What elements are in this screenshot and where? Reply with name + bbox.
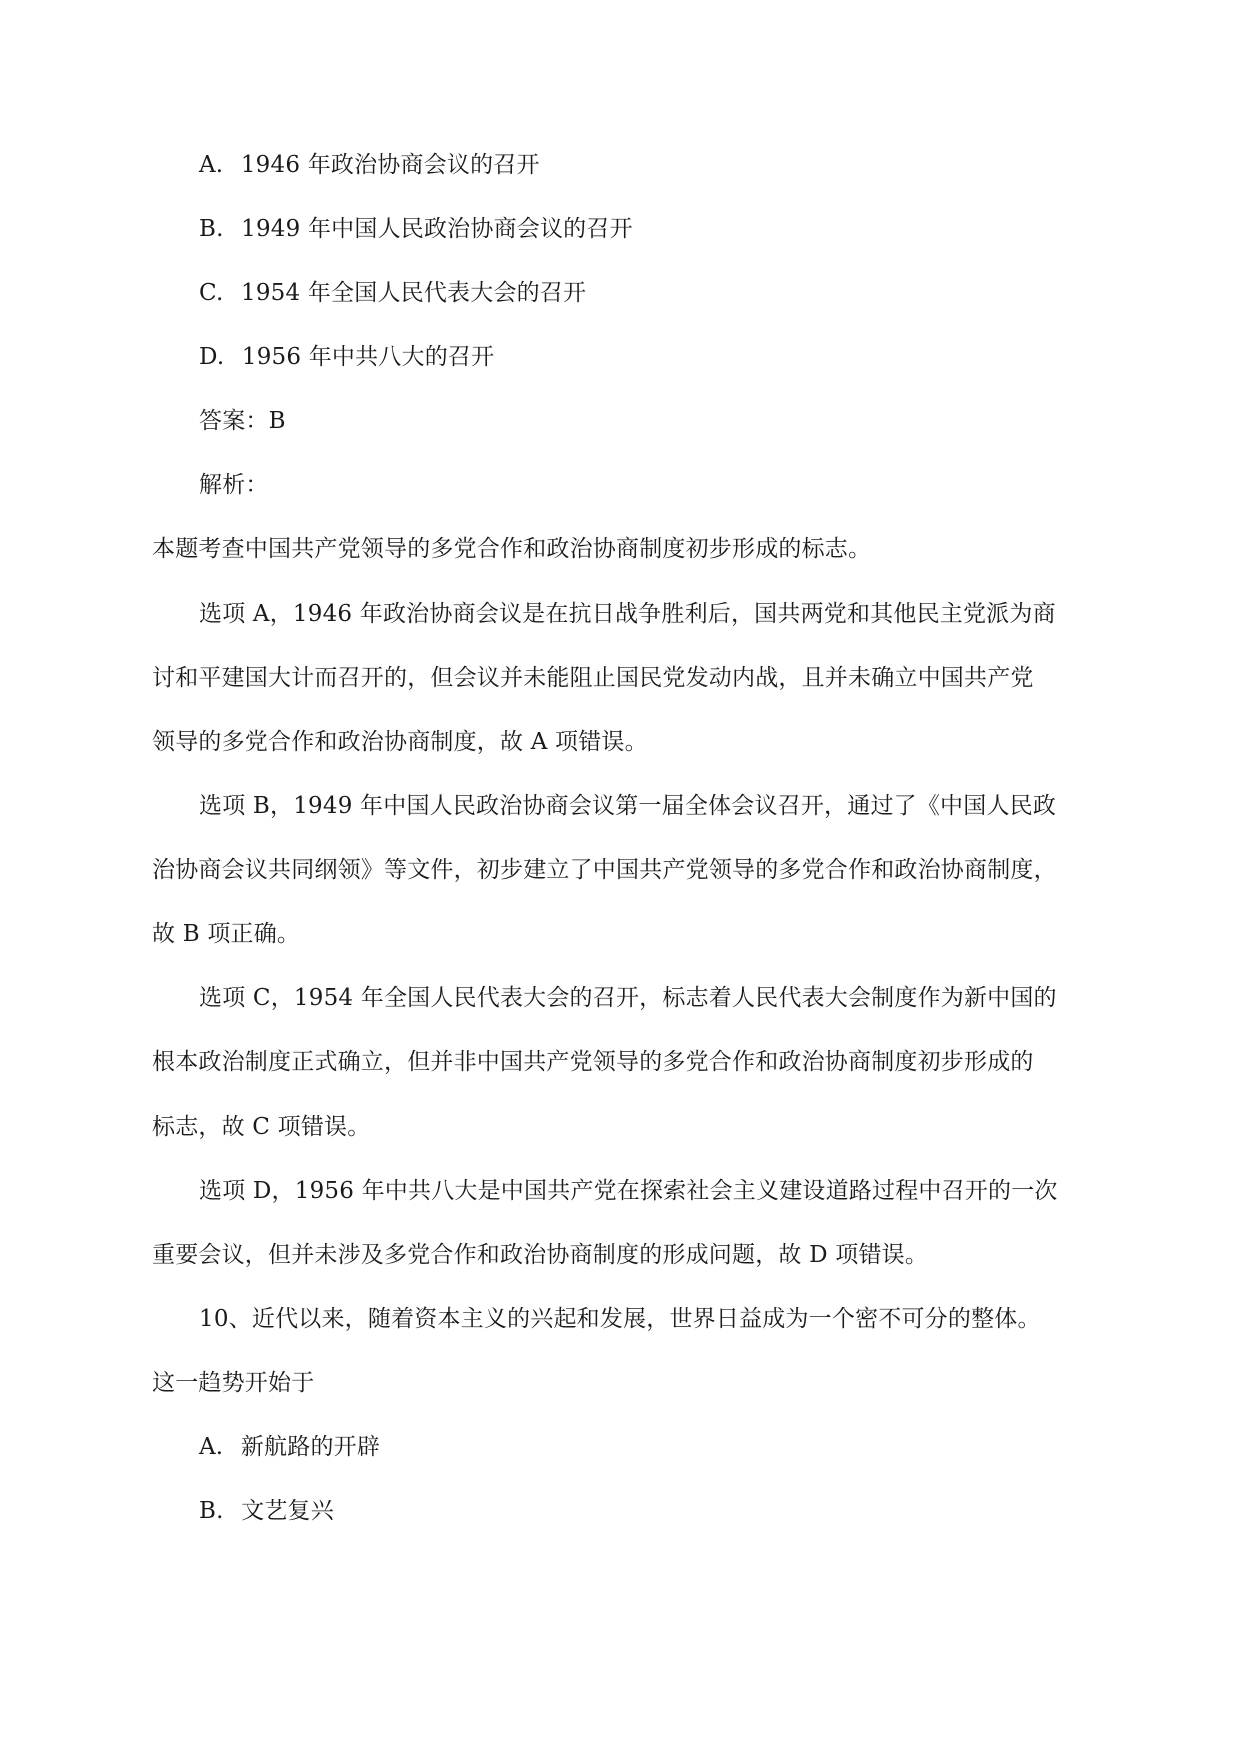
q9-option-c — [199, 278, 586, 308]
analysis-b-line-3: 故 B 项正确。 — [152, 921, 301, 947]
q10-option-a — [199, 1432, 380, 1462]
analysis-a-line-1: 选项 A，1946 年政治协商会议是在抗日战争胜利后，国共两党和其他民主党派为商 — [199, 601, 1056, 627]
option-label: B. — [199, 216, 224, 242]
option-text: 新航路的开辟 — [240, 1434, 381, 1460]
answer-line: 答案：B — [199, 408, 286, 434]
q9-option-a — [199, 150, 540, 180]
analysis-d-line-2: 重要会议，但并未涉及多党合作和政治协商制度的形成问题，故 D 项错误。 — [152, 1242, 929, 1268]
analysis-c-line-1: 选项 C，1954 年全国人民代表大会的召开，标志着人民代表大会制度作为新中国的 — [199, 985, 1057, 1011]
q10-stem-line-2: 这一趋势开始于 — [152, 1370, 315, 1396]
q9-option-b — [199, 214, 633, 244]
analysis-b-line-2: 治协商会议共同纲领》等文件，初步建立了中国共产党领导的多党合作和政治协商制度， — [152, 857, 1057, 883]
option-label: B. — [199, 1498, 224, 1524]
analysis-b-line-1: 选项 B，1949 年中国人民政治协商会议第一届全体会议召开，通过了《中国人民政 — [199, 793, 1057, 819]
analysis-a-line-3: 领导的多党合作和政治协商制度，故 A 项错误。 — [152, 729, 648, 755]
analysis-c-line-2: 根本政治制度正式确立，但并非中国共产党领导的多党合作和政治协商制度初步形成的 — [152, 1049, 1034, 1075]
option-label: A. — [199, 1434, 224, 1460]
option-text: 文艺复兴 — [241, 1498, 334, 1524]
option-text: 1954 年全国人民代表大会的召开 — [241, 280, 587, 306]
analysis-d-line-1: 选项 D，1956 年中共八大是中国共产党在探索社会主义建设道路过程中召开的一次 — [199, 1178, 1058, 1204]
q9-option-d — [199, 342, 494, 372]
analysis-intro: 本题考查中国共产党领导的多党合作和政治协商制度初步形成的标志。 — [152, 536, 872, 562]
option-label: D. — [199, 344, 225, 370]
analysis-heading: 解析： — [199, 472, 269, 498]
q10-stem-line-1: 10、近代以来，随着资本主义的兴起和发展，世界日益成为一个密不可分的整体。 — [199, 1306, 1041, 1332]
option-label: A. — [199, 152, 224, 178]
option-label: C. — [199, 280, 224, 306]
analysis-a-line-2: 讨和平建国大计而召开的，但会议并未能阻止国民党发动内战，且并未确立中国共产党 — [152, 665, 1034, 691]
option-text: 1949 年中国人民政治协商会议的召开 — [241, 216, 633, 242]
q10-option-b — [199, 1496, 334, 1526]
option-text: 1956 年中共八大的召开 — [241, 344, 495, 370]
option-text: 1946 年政治协商会议的召开 — [240, 152, 540, 178]
analysis-c-line-3: 标志，故 C 项错误。 — [152, 1114, 371, 1140]
